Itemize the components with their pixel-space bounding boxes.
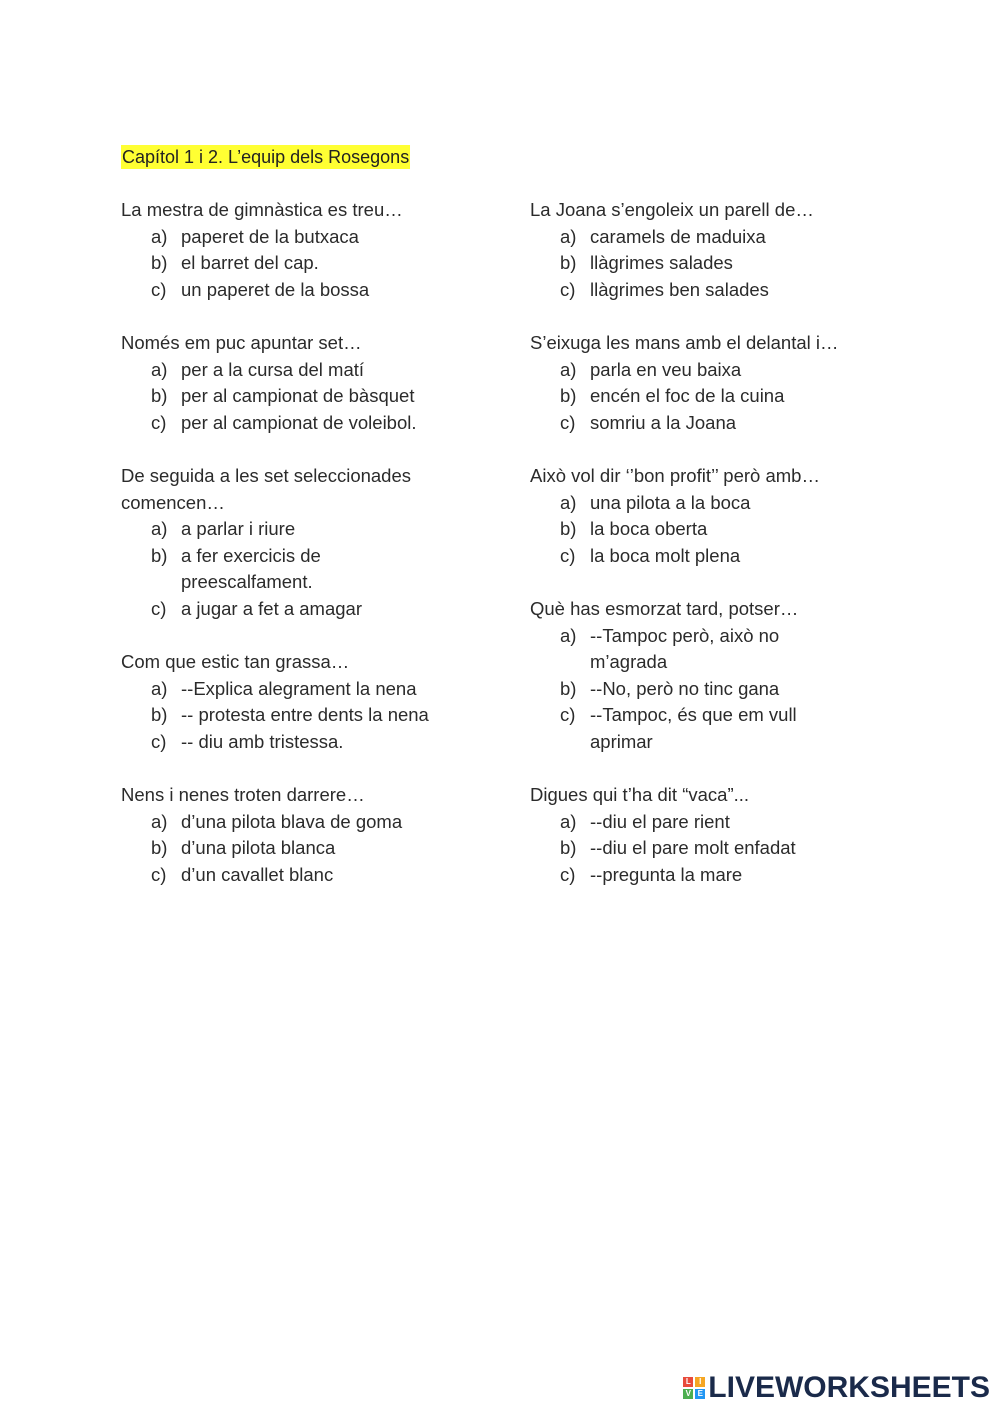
logo-mark-letter: L (683, 1377, 693, 1387)
answer-option[interactable]: b) d’una pilota blanca (151, 837, 336, 859)
answer-option[interactable]: a) --diu el pare rient (560, 810, 730, 832)
question-text: De seguida a les set seleccionades comencen… (121, 464, 412, 513)
answer-option[interactable]: b) la boca oberta (560, 518, 708, 540)
question-text: Això vol dir ‘’bon profit’’ però amb… (530, 464, 820, 486)
question-block (530, 596, 910, 756)
answer-option[interactable]: b) el barret del cap. (151, 252, 319, 274)
liveworksheets-logo (683, 1371, 990, 1405)
answer-option[interactable]: c) un paperet de la bossa (151, 278, 370, 300)
answer-option[interactable]: a) caramels de maduixa (560, 225, 766, 247)
question-block (530, 197, 910, 303)
answer-option[interactable]: c) --pregunta la mare (560, 863, 743, 885)
answer-option[interactable]: b) -- protesta entre dents la nena (151, 704, 429, 726)
answer-option[interactable]: c) la boca molt plena (560, 544, 741, 566)
question-text: Nens i nenes troten darrere… (121, 784, 365, 806)
question-block (121, 197, 501, 303)
answer-option[interactable]: c) -- diu amb tristessa. (151, 730, 344, 752)
page-title: Capítol 1 i 2. L’equip dels Rosegons (122, 147, 410, 167)
left-column (121, 197, 501, 888)
answer-option[interactable]: b) llàgrimes salades (560, 252, 733, 274)
question-block (530, 330, 910, 436)
question-block (121, 330, 501, 436)
answer-option[interactable]: c) llàgrimes ben salades (560, 278, 769, 300)
answer-option[interactable]: a) una pilota a la boca (560, 491, 751, 513)
answer-option[interactable]: a) per a la cursa del matí (151, 358, 365, 380)
answer-option[interactable]: b) encén el foc de la cuina (560, 385, 785, 407)
answer-option[interactable]: c) d’un cavallet blanc (151, 863, 334, 885)
right-column (530, 197, 910, 888)
answer-option[interactable]: a) --Tampoc però, això no m’agrada (560, 624, 780, 673)
logo-mark-letter: V (683, 1389, 693, 1399)
answer-option[interactable]: c) --Tampoc, és que em vull aprimar (560, 704, 797, 752)
question-text: Digues qui t’ha dit “vaca”... (530, 784, 750, 806)
question-text: Com que estic tan grassa… (121, 651, 350, 673)
answer-option[interactable]: b) per al campionat de bàsquet (151, 385, 415, 407)
question-text: La mestra de gimnàstica es treu… (121, 199, 403, 220)
answer-option[interactable]: b) --diu el pare molt enfadat (560, 837, 796, 859)
logo-text: LIVEWORKSHEETS (708, 1371, 990, 1404)
question-text: S’eixuga les mans amb el delantal i… (530, 331, 839, 353)
answer-option[interactable]: a) parla en veu baixa (560, 358, 742, 380)
question-block (121, 649, 501, 755)
answer-option[interactable]: c) somriu a la Joana (560, 411, 737, 433)
question-text: Només em puc apuntar set… (121, 331, 362, 353)
question-block (530, 782, 910, 888)
question-block (530, 463, 910, 569)
answer-option[interactable]: a) paperet de la butxaca (151, 225, 359, 247)
logo-mark-icon (683, 1377, 705, 1399)
question-block (121, 463, 501, 623)
question-block (121, 782, 501, 888)
question-text: La Joana s’engoleix un parell de… (530, 199, 814, 220)
logo-mark-letter: E (695, 1389, 705, 1399)
answer-option[interactable]: c) a jugar a fet a amagar (151, 597, 362, 619)
answer-option[interactable]: b) --No, però no tinc gana (560, 677, 780, 699)
answer-option[interactable]: b) a fer exercicis de preescalfament. (151, 544, 321, 593)
answer-option[interactable]: a) a parlar i riure (151, 518, 296, 540)
answer-option[interactable]: c) per al campionat de voleibol. (151, 411, 417, 433)
question-text: Què has esmorzat tard, potser… (530, 597, 799, 619)
answer-option[interactable]: a) d’una pilota blava de goma (151, 810, 403, 832)
logo-mark-letter: I (695, 1377, 705, 1387)
answer-option[interactable]: a) --Explica alegrament la nena (151, 677, 417, 699)
